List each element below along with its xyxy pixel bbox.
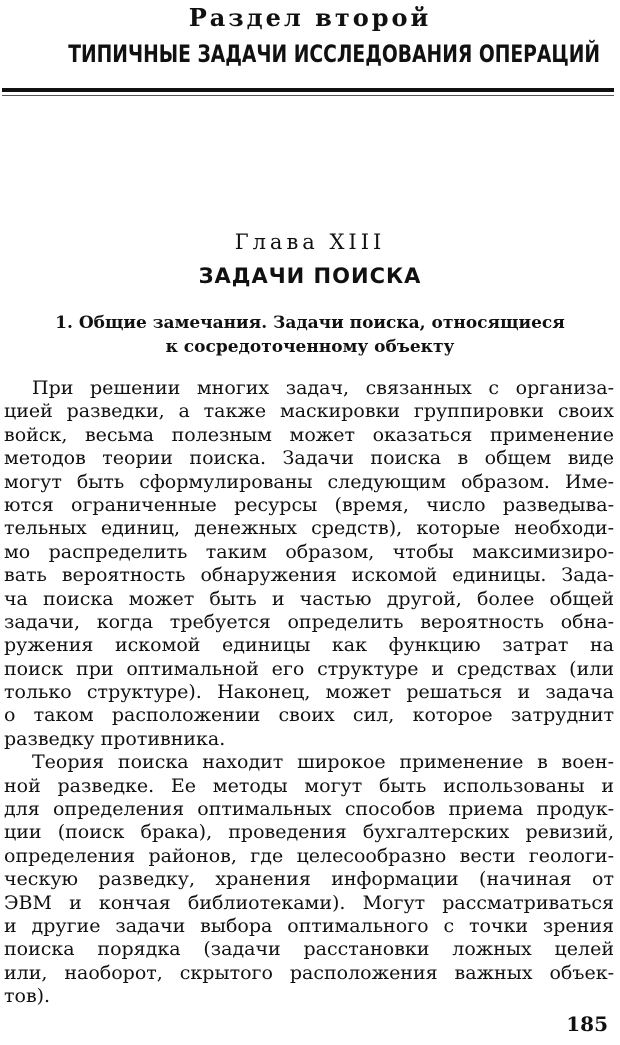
body-line: разведку противника. [4, 727, 226, 750]
subsection-heading-line-2: к сосредоточенному объекту [165, 337, 455, 357]
body-line: или, наоборот, скрытого расположения важных объек- [4, 961, 614, 984]
subsection-heading-line-1: 1. Общие замечания. Задачи поиска, относящиеся [55, 313, 565, 333]
body-line: задачи, когда требуется определить вероятность обна- [4, 610, 614, 633]
page-number: 185 [566, 1012, 608, 1036]
body-text [4, 377, 614, 1009]
body-line: определения районов, где целесообразно вести геологи- [4, 844, 614, 867]
body-line: тов). [4, 985, 51, 1008]
body-line: ческую разведку, хранения информации (начиная от [4, 868, 614, 891]
header-rule-thin [2, 95, 614, 96]
header-rule [2, 88, 614, 92]
section-label: Раздел второй [188, 3, 432, 32]
body-line: Теория поиска находит широкое применение в воен- [32, 751, 614, 774]
body-line: цией разведки, а также маскировки группировки своих [4, 400, 614, 423]
body-line: войск, весьма полезным может оказаться применение [4, 423, 614, 446]
body-line: могут быть сформулированы следующим образом. Име- [4, 470, 614, 493]
body-line: ружения искомой единицы как функцию затрат на [4, 634, 614, 657]
body-line: и другие задачи выбора оптимального с точки зрения [4, 914, 614, 937]
body-line: мо распределить таким образом, чтобы максимизиро- [4, 540, 614, 563]
body-line: только структуре). Наконец, может решаться и задача [4, 681, 614, 704]
chapter-label: Глава XIII [234, 230, 386, 254]
body-line: ются ограниченные ресурсы (время, число разведыва- [4, 493, 614, 516]
body-line: ции (поиск брака), проведения бухгалтерских ревизий, [4, 821, 614, 844]
body-line: вать вероятность обнаружения искомой единицы. Зада- [4, 564, 614, 587]
section-title: ТИПИЧНЫЕ ЗАДАЧИ ИССЛЕДОВАНИЯ ОПЕРАЦИЙ [68, 40, 601, 68]
body-line: При решении многих задач, связанных с организа- [32, 377, 614, 399]
body-line: ча поиска может быть и частью другой, более общей [4, 587, 614, 610]
body-line: методов теории поиска. Задачи поиска в общем виде [4, 447, 614, 470]
chapter-title: ЗАДАЧИ ПОИСКА [198, 264, 422, 288]
body-line: ЭВМ и кончая библиотеками). Могут рассматриваться [4, 891, 614, 914]
body-line: тельных единиц, денежных средств), которые необходи- [4, 517, 614, 540]
body-line: ной разведке. Ее методы могут быть использованы и [4, 774, 614, 797]
body-line: для определения оптимальных способов приема продук- [4, 798, 614, 821]
subsection-heading [0, 311, 620, 359]
body-line: поиска порядка (задачи расстановки ложных целей [4, 938, 614, 961]
body-line: поиск при оптимальной его структуре и средствах (или [4, 657, 614, 680]
body-line: о таком расположении своих сил, которое затруднит [4, 704, 614, 727]
